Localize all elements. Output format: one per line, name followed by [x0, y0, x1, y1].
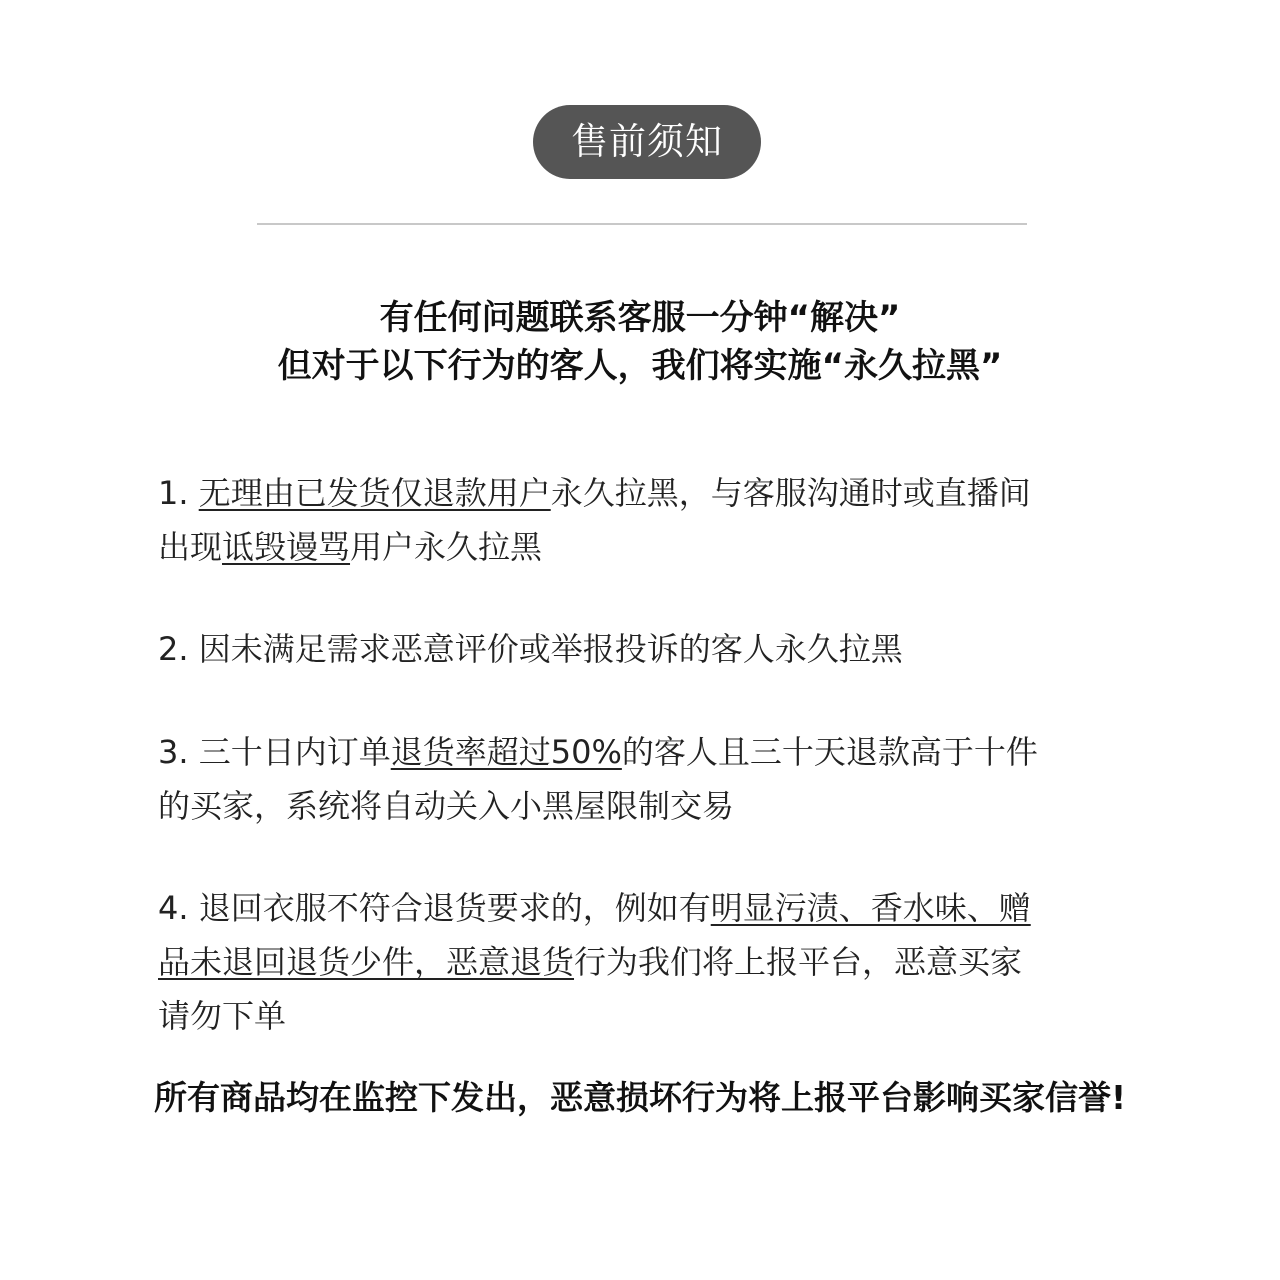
rule-text: 出现: [158, 528, 223, 566]
rule-text: 3. 三十日内订单: [158, 733, 391, 771]
rule-1: [158, 466, 1158, 574]
rule-text: 1.: [158, 474, 199, 512]
notice-title: 售前须知: [571, 120, 723, 163]
rule-text: 用户永久拉黑: [350, 528, 543, 566]
rule-text: 永久拉黑，与客服沟通时或直播间: [550, 474, 1031, 512]
rule-emphasis: 诋毁谩骂: [222, 528, 351, 566]
rule-2: [158, 622, 1158, 676]
rule-emphasis: 无理由已发货仅退款用户: [198, 474, 551, 512]
notice-title-badge: [533, 105, 761, 179]
divider: [257, 223, 1027, 225]
rule-emphasis: 品未退回退货少件，恶意退货: [158, 943, 575, 981]
rule-1-line-2: [158, 520, 1158, 574]
rule-4-line-2: [158, 935, 1158, 989]
rule-2-line-1: 2. 因未满足需求恶意评价或举报投诉的客人永久拉黑: [158, 630, 903, 668]
rule-text: 的客人且三十天退款高于十件: [621, 733, 1038, 771]
intro-line-2: 但对于以下行为的客人，我们将实施“永久拉黑”: [277, 346, 1003, 386]
rule-text: 行为我们将上报平台，恶意买家: [574, 943, 1023, 981]
rule-1-line-1: [158, 466, 1158, 520]
rule-text: 4. 退回衣服不符合退货要求的，例如有: [158, 889, 711, 927]
rule-emphasis: 明显污渍、香水味、赠: [710, 889, 1031, 927]
rule-4: [158, 881, 1158, 1043]
rule-3-line-2: 的买家，系统将自动关入小黑屋限制交易: [158, 787, 735, 825]
rule-4-line-1: [158, 881, 1158, 935]
rule-emphasis: 退货率超过50%: [390, 733, 622, 771]
rule-3-line-1: [158, 725, 1158, 779]
rule-4-line-3: 请勿下单: [158, 997, 287, 1035]
rule-3: [158, 725, 1158, 833]
footer-warning: 所有商品均在监控下发出，恶意损坏行为将上报平台影响买家信誉!: [153, 1078, 1127, 1117]
intro-line-1: 有任何问题联系客服一分钟“解决”: [379, 298, 901, 338]
